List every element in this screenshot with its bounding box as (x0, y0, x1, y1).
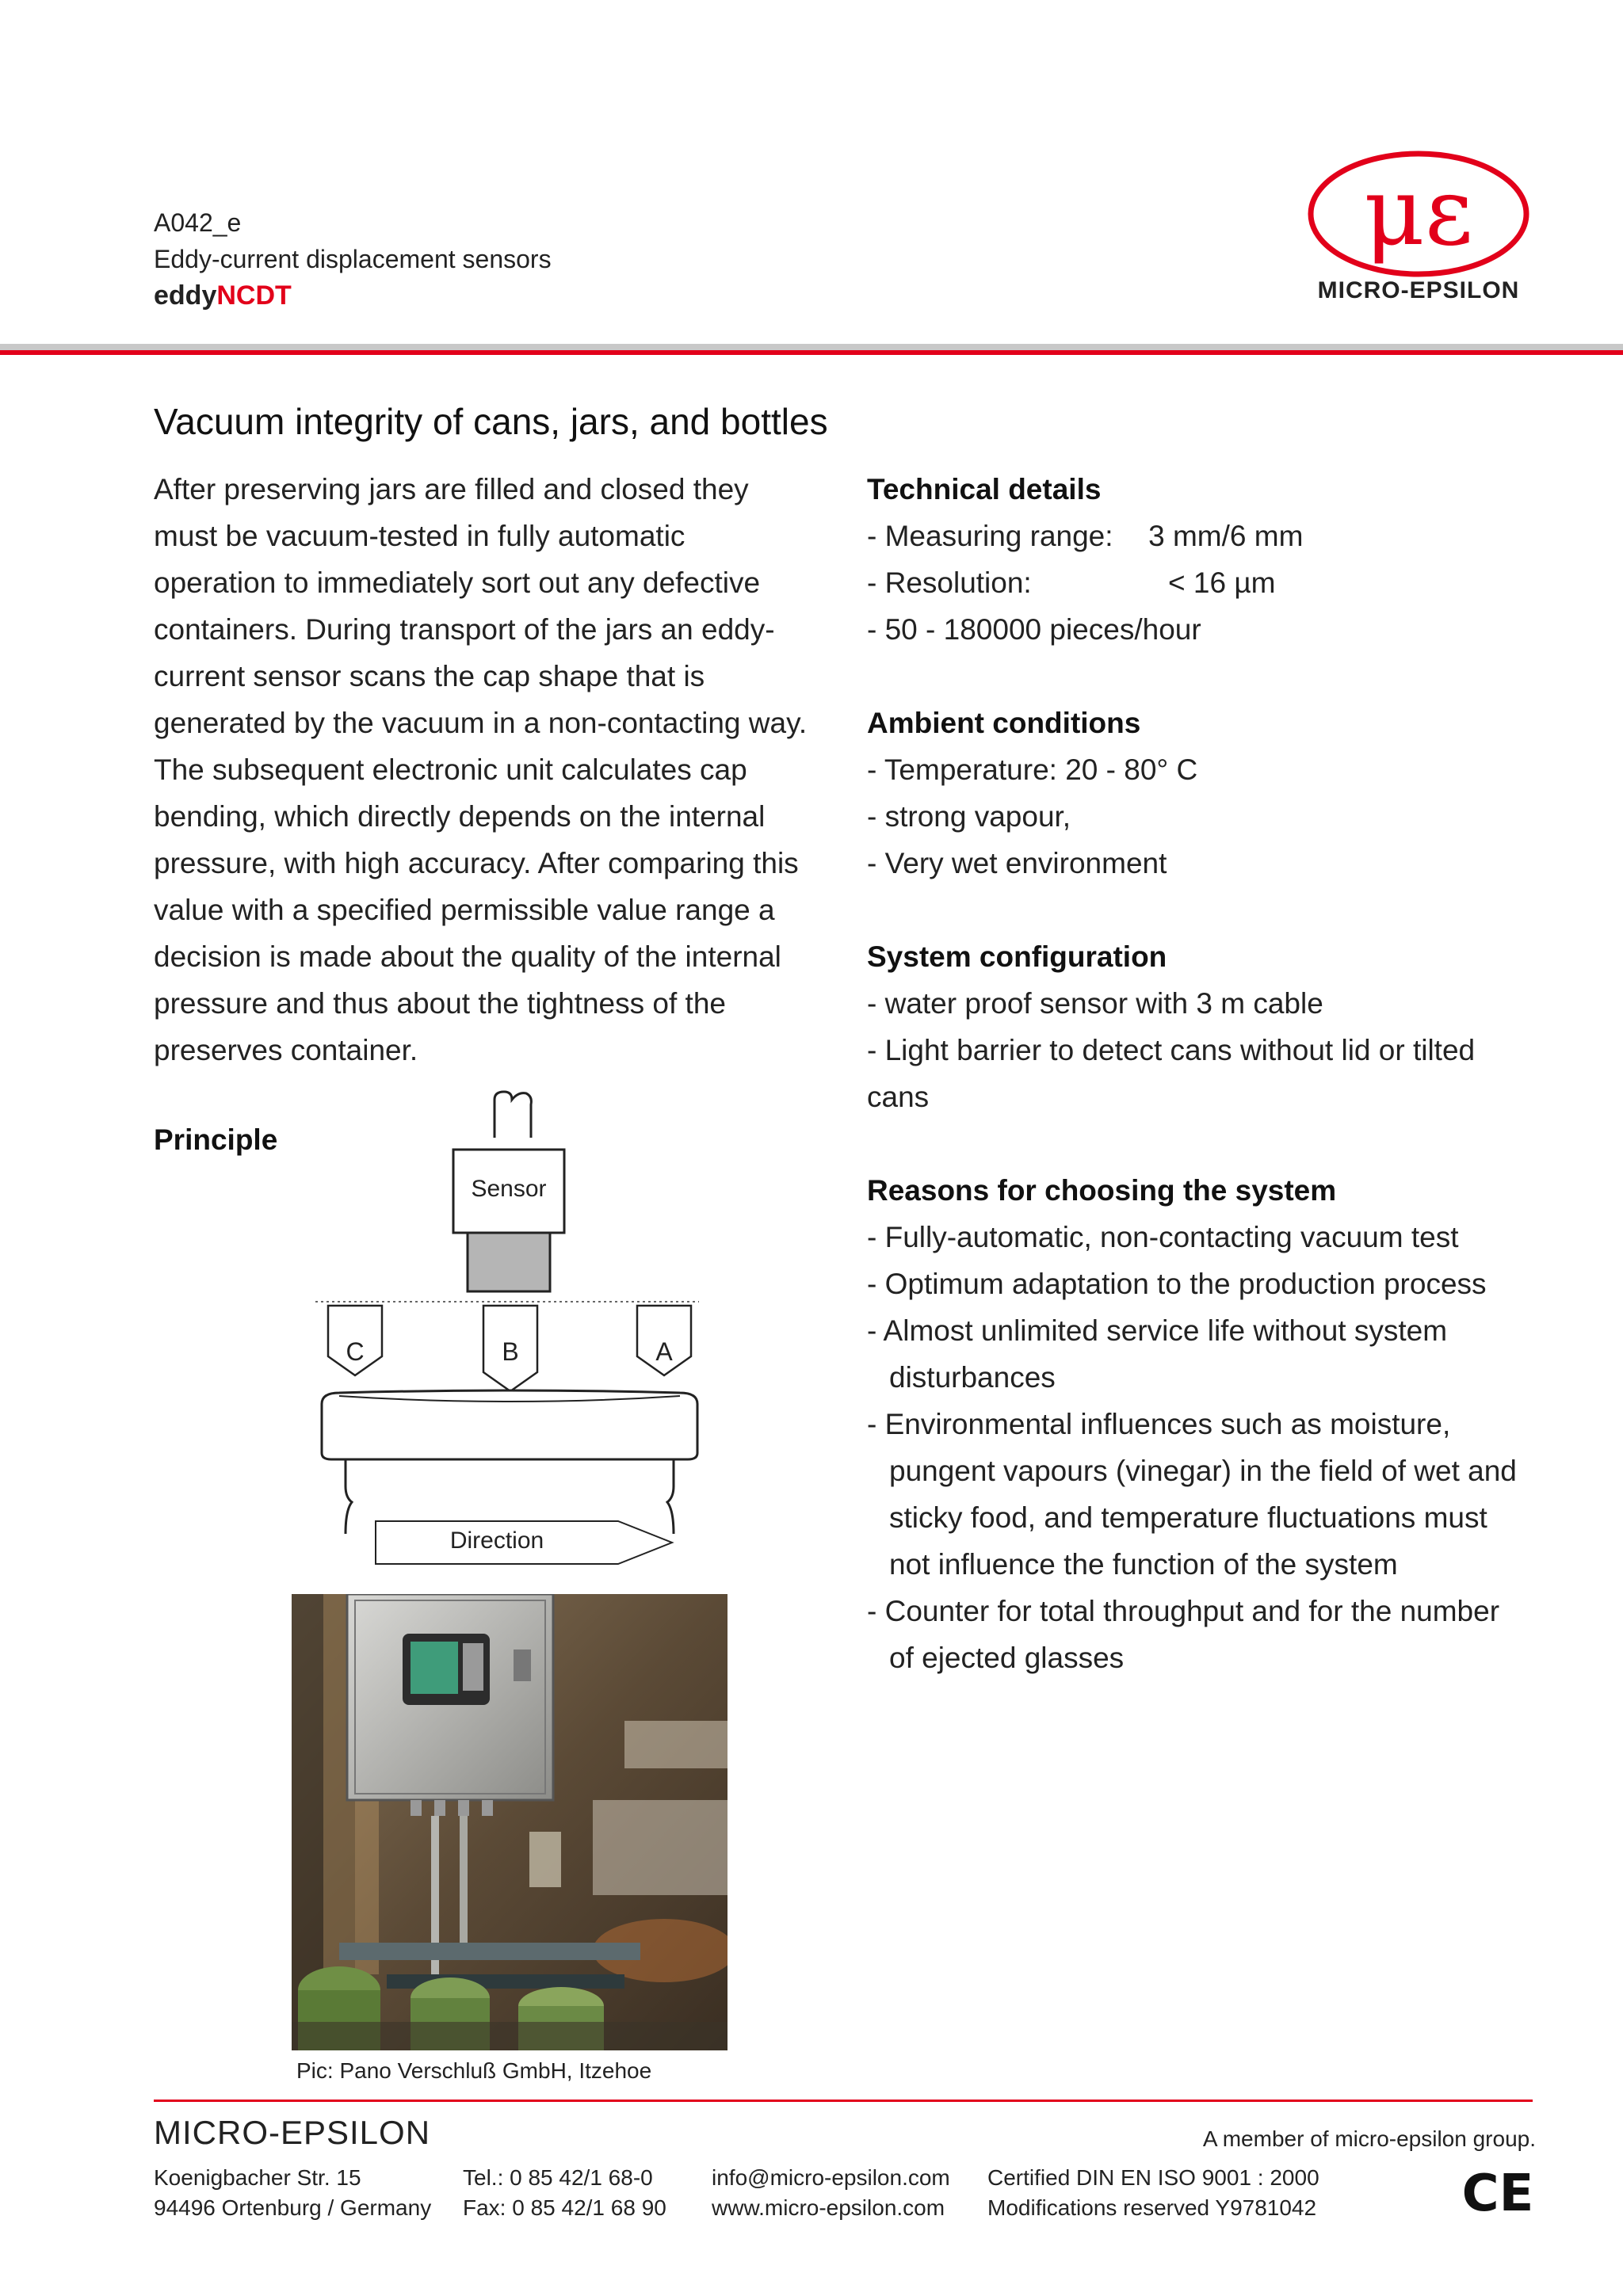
brand-suffix: NCDT (216, 280, 292, 311)
logo-glyph: με (1364, 157, 1473, 266)
intro-line: containers. During transport of the jars an eddy- (154, 613, 775, 646)
principle-diagram (307, 1090, 720, 1573)
mods-line: Modifications reserved Y9781042 (987, 2195, 1317, 2220)
sensor-cable (495, 1092, 531, 1138)
intro-line: must be vacuum-tested in fully automatic (154, 520, 685, 552)
system-heading: System configuration (867, 940, 1167, 973)
intro-line: bending, which directly depends on the internal (154, 800, 766, 833)
ambient-item: - Temperature: 20 - 80° C (867, 753, 1198, 786)
brand-prefix: eddy (154, 280, 217, 311)
reason-line: not influence the function of the system (889, 1548, 1398, 1581)
ce-mark-text: CE (1461, 2166, 1534, 2218)
sensor-tip (468, 1233, 550, 1291)
resolution-label: - Resolution: (867, 566, 1032, 599)
header-rule-red (0, 350, 1623, 355)
intro-line: preserves container. (154, 1034, 418, 1066)
address-line: 94496 Ortenburg / Germany (154, 2195, 432, 2220)
intro-line: pressure and thus about the tightness of the (154, 987, 726, 1020)
direction-label: Direction (449, 1527, 544, 1554)
intro-line: pressure, with high accuracy. After comparing this (154, 847, 799, 879)
micro-epsilon-logo (1300, 151, 1537, 317)
ambient-heading: Ambient conditions (867, 707, 1141, 739)
intro-line: operation to immediately sort out any defective (154, 566, 761, 599)
application-photo-image (292, 1594, 727, 2050)
intro-line: After preserving jars are filled and closed they (154, 473, 749, 505)
intro-line: decision is made about the quality of the internal (154, 940, 781, 973)
page-title: Vacuum integrity of cans, jars, and bottles (154, 401, 828, 442)
reason-line: disturbances (889, 1361, 1056, 1394)
resolution-row (867, 559, 1580, 606)
intro-paragraph (154, 466, 835, 1074)
principle-heading: Principle (154, 1123, 278, 1156)
intro-line: The subsequent electronic unit calculates cap (154, 753, 747, 786)
sensor-label: Sensor (471, 1176, 547, 1202)
system-item: - Light barrier to detect cans without lid or tilted (867, 1034, 1476, 1066)
measuring-range-row (867, 513, 1580, 559)
point-b-label: B (502, 1337, 519, 1366)
photo-caption: Pic: Pano Verschluß GmbH, Itzehoe (296, 2058, 652, 2083)
intro-line: generated by the vacuum in a non-contacting way. (154, 707, 808, 739)
reason-line: of ejected glasses (889, 1642, 1125, 1674)
reason-line: - Counter for total throughput and for the number (867, 1595, 1500, 1627)
pieces-row: - 50 - 180000 pieces/hour (867, 613, 1201, 646)
cert-line: Certified DIN EN ISO 9001 : 2000 (987, 2165, 1319, 2190)
reason-line: sticky food, and temperature fluctuations must (889, 1501, 1487, 1534)
intro-line: current sensor scans the cap shape that is (154, 660, 705, 692)
reason-line: - Optimum adaptation to the production process (867, 1268, 1487, 1300)
document-header (154, 204, 552, 314)
tel-line: Tel.: 0 85 42/1 68-0 (463, 2165, 653, 2190)
reason-line: - Fully-automatic, non-contacting vacuum test (867, 1221, 1459, 1253)
application-photo (292, 1594, 727, 2050)
doc-subtitle: Eddy-current displacement sensors (154, 245, 552, 273)
web-link[interactable]: www.micro-epsilon.com (712, 2195, 945, 2220)
doc-code: A042_e (154, 208, 242, 237)
footer-contact (712, 2163, 950, 2223)
ce-mark-icon (1460, 2166, 1536, 2218)
logo-text: MICRO-EPSILON (1317, 277, 1520, 303)
footer-certification (987, 2163, 1319, 2223)
fax-line: Fax: 0 85 42/1 68 90 (463, 2195, 666, 2220)
measuring-range-value: 3 mm/6 mm (1148, 520, 1304, 552)
measuring-range-label: - Measuring range: (867, 520, 1113, 552)
system-item: - water proof sensor with 3 m cable (867, 987, 1323, 1020)
resolution-value: < 16 µm (1168, 566, 1276, 599)
ambient-item: - Very wet environment (867, 847, 1167, 879)
principle-diagram-svg (307, 1090, 720, 1573)
point-c-label: C (346, 1337, 365, 1366)
footer-phone (463, 2163, 666, 2223)
intro-line: value with a specified permissible value range a (154, 894, 775, 926)
ambient-item: - strong vapour, (867, 800, 1071, 833)
point-a-label: A (655, 1337, 673, 1366)
footer-member-note: A member of micro-epsilon group. (1202, 2126, 1536, 2151)
technical-heading: Technical details (867, 473, 1102, 505)
footer-brand: MICRO-EPSILON (154, 2114, 431, 2151)
reason-line: - Almost unlimited service life without system (867, 1314, 1448, 1347)
details-column (867, 466, 1580, 1681)
footer-rule (154, 2100, 1533, 2102)
reason-line: - Environmental influences such as moisture, (867, 1408, 1451, 1440)
reason-line: pungent vapours (vinegar) in the field of wet and (889, 1455, 1517, 1487)
address-line: Koenigbacher Str. 15 (154, 2165, 361, 2190)
reasons-heading: Reasons for choosing the system (867, 1174, 1337, 1207)
footer-address (154, 2163, 431, 2223)
logo-mark-icon (1308, 151, 1529, 277)
email-link[interactable]: info@micro-epsilon.com (712, 2165, 950, 2190)
product-brand (154, 277, 552, 314)
system-item: cans (867, 1081, 930, 1113)
